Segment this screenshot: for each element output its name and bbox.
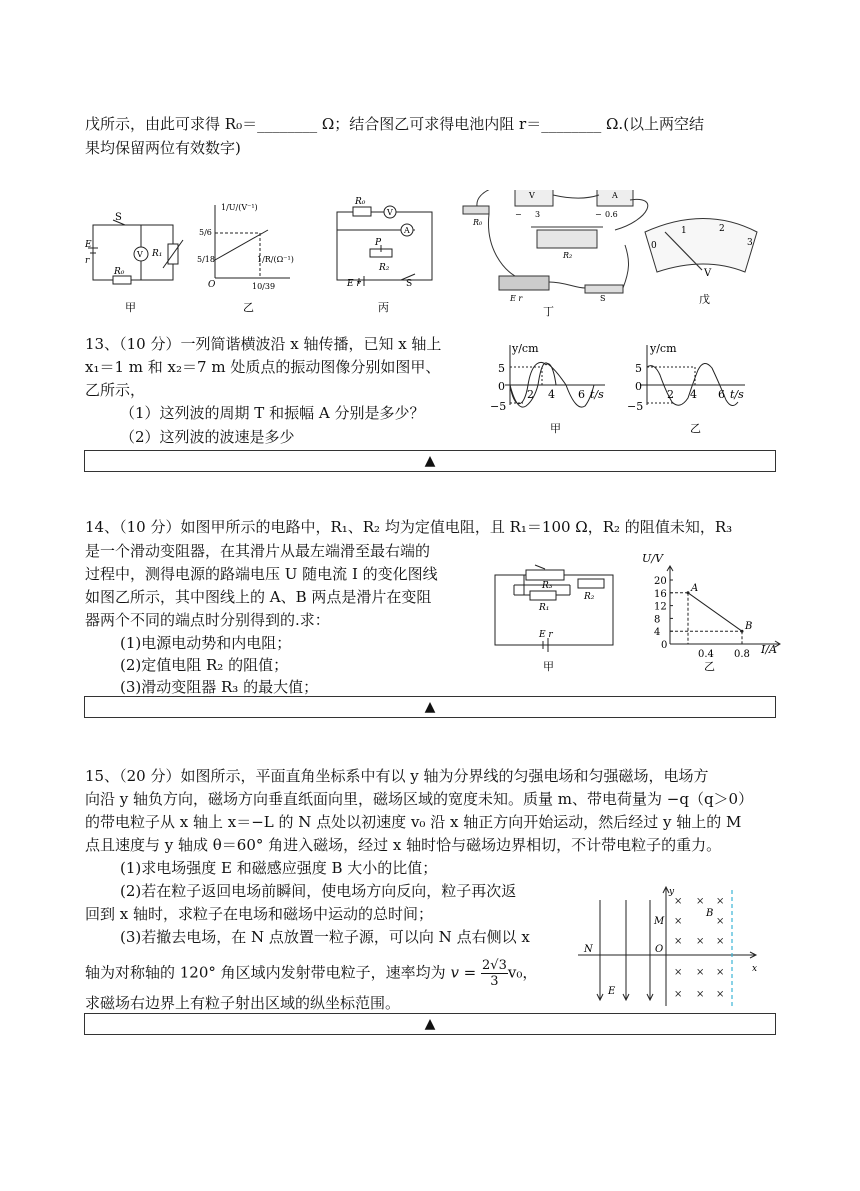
q13-yi-ytick-5: 5 (635, 362, 642, 375)
q14-ytick-label: 4 (654, 627, 661, 639)
jia-E: E (85, 240, 92, 250)
cap-wu: 戊 (699, 293, 710, 306)
q14-xtick-label: 0.8 (734, 649, 750, 660)
q13-sub-1: （1）这列波的周期 T 和振幅 A 分别是多少？ (120, 404, 425, 422)
q14-point-label-B: B (745, 621, 753, 633)
q15-B-label: B (706, 908, 714, 919)
bing-P: P (375, 238, 382, 248)
wu-tick-3: 3 (747, 238, 753, 248)
q13-jia-xtick-4: 4 (548, 388, 555, 401)
q15-sub-3c: 求磁场右边界上有粒子射出区域的纵坐标范围。 (85, 994, 401, 1012)
q13-sub-2: （2）这列波的波速是多少 (120, 428, 295, 446)
yi-ytick-1: 5/6 (199, 228, 212, 237)
q12-figure-row (85, 190, 785, 320)
q15-v-label: v = (450, 963, 482, 982)
q15-fraction-den: 3 (490, 974, 499, 989)
q15-sub-3b-pre: 轴为对称轴的 120° 角区域内发射带电粒子，速率均为 (85, 963, 451, 982)
q15-sub-3b-post: v₀， (507, 963, 538, 982)
q14-line-5: 器两个不同的端点时分别得到的.求： (85, 611, 330, 629)
q13-yi-ylabel: y/cm (650, 342, 677, 355)
cap-bing: 丙 (378, 301, 389, 314)
q14-point-B (741, 630, 744, 633)
svg-text:×: × (716, 916, 725, 927)
q14-ytick-label: 8 (654, 614, 661, 626)
q13-cap-jia: 甲 (550, 422, 561, 435)
bing-V: V (387, 208, 393, 217)
q14-R2: R₂ (584, 592, 595, 602)
svg-text:×: × (716, 967, 725, 978)
svg-text:×: × (696, 989, 705, 1000)
jia-V: V (137, 250, 143, 259)
q14-chart-xlabel: I/A (761, 643, 777, 656)
q15-sub-3b (85, 958, 537, 989)
svg-text:×: × (696, 967, 705, 978)
q15-fraction-num: 2√3 (482, 958, 507, 973)
svg-text:×: × (696, 896, 705, 907)
q15-y-label: y (669, 887, 675, 897)
graph-yi (215, 205, 290, 278)
q13-line-1: 13、（10 分）一列简谐横波沿 x 轴传播，已知 x 轴上 (85, 335, 442, 353)
q13-yi-xtick-2: 2 (667, 388, 674, 401)
q14-line-3: 过程中，测得电源的路端电压 U 随电流 I 的变化图线 (85, 565, 438, 583)
svg-text:×: × (674, 936, 683, 947)
q15-line-1: 15、（20 分）如图所示，平面直角坐标系中有以 y 轴为分界线的匀强电场和匀强磁场，电场方 (85, 767, 709, 785)
q14-ytick-label: 16 (654, 588, 667, 600)
q13-line-2: x₁＝1 m 和 x₂＝7 m 处质点的振动图像分别如图甲、 (85, 358, 441, 376)
cap-yi: 乙 (243, 301, 254, 314)
ding-v-3: 3 (535, 210, 541, 219)
bing-R0: R₀ (355, 197, 366, 207)
q13-jia-ytick-m5: −5 (490, 400, 507, 413)
q14-ui-chart (640, 548, 785, 678)
q15-M-label: M (654, 916, 665, 927)
ding-a-minus: − (595, 210, 602, 219)
q15-E-label: E (608, 986, 616, 997)
wu-unit: V (704, 268, 712, 279)
ding-v-minus: − (515, 210, 522, 219)
circuit-jia (88, 220, 183, 284)
q15-line-2: 向沿 y 轴负方向，磁场方向垂直纸面向里，磁场区域的宽度未知。质量 m、带电荷量为 −q（q＞0） (85, 790, 754, 808)
setup-ding (463, 190, 648, 293)
q13-graphs (490, 340, 780, 435)
q13-answer-box[interactable]: ▲ (84, 450, 776, 472)
q15-O-label: O (655, 944, 664, 955)
q14-series-line (688, 593, 742, 631)
q14-xtick-label: 0.4 (698, 649, 714, 660)
bing-A: A (404, 226, 410, 235)
ding-a-06: 0.6 (605, 210, 618, 219)
q13-jia-ytick-5: 5 (498, 362, 505, 375)
q15-line-4: 点且速度与 y 轴成 θ＝60° 角进入磁场，经过 x 轴时恰与磁场边界相切，不计带电粒子的重力。 (85, 836, 722, 854)
jia-R1: R₁ (152, 249, 163, 259)
ding-S: S (600, 294, 606, 303)
q15-fraction (481, 958, 508, 989)
svg-text:×: × (674, 896, 683, 907)
q14-answer-box[interactable]: ▲ (84, 696, 776, 718)
q13-jia-xtick-6: 6 (578, 388, 585, 401)
ding-R2: R₂ (563, 251, 573, 260)
q13-jia-xtick-2: 2 (527, 388, 534, 401)
q14-chart-ylabel: U/V (642, 552, 663, 565)
intro-line-2: 果均保留两位有效数字) (85, 139, 241, 157)
q14-sub-3: (3)滑动变阻器 R₃ 的最大值； (120, 678, 319, 696)
q14-sub-2: (2)定值电阻 R₂ 的阻值； (120, 656, 289, 674)
q14-R1: R₁ (539, 603, 550, 613)
svg-text:×: × (716, 989, 725, 1000)
q14-Er: E r (539, 630, 553, 640)
wu-tick-0: 0 (651, 241, 657, 251)
q14-sub-1: (1)电源电动势和内电阻； (120, 634, 292, 652)
q14-line-2: 是一个滑动变阻器，在其滑片从最左端滑至最右端的 (85, 542, 431, 560)
q14-cap-jia: 甲 (543, 660, 554, 673)
svg-text:×: × (716, 936, 725, 947)
q13-yi-xtick-4: 4 (690, 388, 697, 401)
q14-R3: R₃ (542, 581, 553, 591)
yi-xlabel: 1/R/(Ω⁻¹) (257, 255, 294, 264)
q15-line-3: 的带电粒子从 x 轴上 x＝−L 的 N 点处以初速度 v₀ 沿 x 轴正方向开始运动，然后经过 y 轴上的 M (85, 813, 742, 831)
q13-cap-yi: 乙 (690, 422, 701, 435)
cap-ding: 丁 (543, 305, 554, 318)
bing-Er: E r (347, 279, 361, 289)
q14-line-4: 如图乙所示，其中图线上的 A、B 两点是滑片在变阻 (85, 588, 432, 606)
q15-x-label: x (752, 964, 758, 974)
wu-tick-2: 2 (719, 224, 725, 234)
q13-jia-ylabel: y/cm (512, 342, 539, 355)
svg-text:×: × (716, 896, 725, 907)
q14-point-A (687, 591, 690, 594)
q14-circuit (490, 555, 620, 675)
bing-R2: R₂ (379, 263, 390, 273)
yi-origin: O (208, 280, 216, 290)
ding-R0: R₀ (473, 218, 483, 227)
yi-ytick-2: 5/18 (197, 255, 215, 264)
q14-line-1: 14、（10 分）如图甲所示的电路中，R₁、R₂ 均为定值电阻，且 R₁＝100 Ω，R₂ 的阻值未知，R₃ (85, 518, 733, 536)
q13-jia-xlabel: t/s (590, 388, 604, 401)
cap-jia: 甲 (125, 301, 136, 314)
q15-N-label: N (584, 944, 593, 955)
bing-S: S (406, 279, 413, 289)
q15-sub-2b: 回到 x 轴时，求粒子在电场和磁场中运动的总时间； (85, 905, 433, 923)
svg-text:×: × (674, 989, 683, 1000)
svg-text:×: × (696, 936, 705, 947)
intro-line-1: 戊所示，由此可求得 R₀＝________ Ω；结合图乙可求得电池内阻 r＝________ Ω.(以上两空结 (85, 115, 705, 133)
svg-text:×: × (674, 916, 683, 927)
q13-yi-ytick-m5: −5 (627, 400, 644, 413)
yi-xtick: 10/39 (252, 282, 276, 291)
q13-line-3: 乙所示， (85, 381, 146, 399)
q15-sub-3a: (3)若撤去电场，在 N 点放置一粒子源，可以向 N 点右侧以 x (120, 928, 530, 946)
circuit-bing (337, 206, 432, 286)
ding-V: V (529, 191, 535, 200)
q14-origin-label: 0 (661, 640, 668, 651)
q13-yi-ytick-0: 0 (635, 380, 642, 393)
q15-sub-1: (1)求电场强度 E 和磁感应强度 B 大小的比值； (120, 859, 438, 877)
ding-A: A (612, 191, 618, 200)
q13-jia-ytick-0: 0 (498, 380, 505, 393)
jia-S: S (115, 212, 122, 223)
q14-cap-yi: 乙 (704, 660, 715, 673)
q14-point-label-A: A (691, 582, 699, 594)
meter-wu (645, 219, 757, 273)
jia-R0: R₀ (114, 267, 125, 277)
q14-ytick-label: 20 (654, 576, 667, 587)
q15-answer-box[interactable]: ▲ (84, 1013, 776, 1035)
wu-tick-1: 1 (681, 226, 687, 236)
q13-yi-xtick-6: 6 (718, 388, 725, 401)
q13-yi-xlabel: t/s (730, 388, 744, 401)
svg-text:×: × (674, 967, 683, 978)
q14-ytick-label: 12 (654, 601, 667, 613)
yi-ylabel: 1/U/(V⁻¹) (221, 203, 258, 212)
q15-field-figure (578, 882, 760, 1010)
q15-sub-2a: (2)若在粒子返回电场前瞬间，使电场方向反向，粒子再次返 (120, 882, 517, 900)
jia-r: r (85, 256, 90, 266)
ding-Er: E r (510, 294, 523, 303)
